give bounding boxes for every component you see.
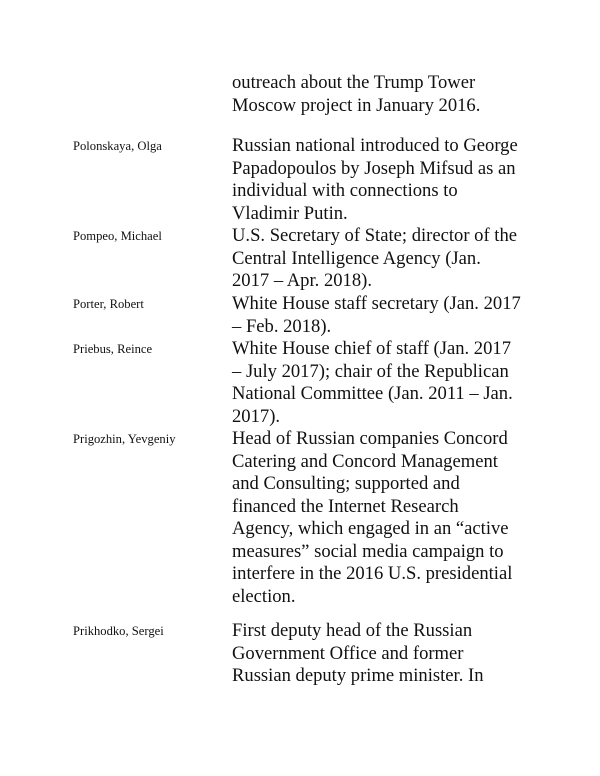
description-line: Catering and Concord Management: [232, 450, 498, 472]
description-line: individual with connections to: [232, 180, 458, 201]
description-line: White House staff secretary (Jan. 2017: [232, 293, 521, 314]
entry-name: Prikhodko, Sergei: [73, 624, 164, 638]
entry-name: Polonskaya, Olga: [73, 139, 162, 153]
description-line: Vladimir Putin.: [232, 202, 348, 224]
description-line: interfere in the 2016 U.S. presidential: [232, 563, 513, 584]
description-line: Central Intelligence Agency (Jan.: [232, 247, 481, 269]
entry-description: [232, 338, 542, 428]
description-line: White House chief of staff (Jan. 2017: [232, 338, 511, 359]
description-line: election.: [232, 585, 296, 607]
description-line: Government Office and former: [232, 642, 464, 664]
description-line: National Committee (Jan. 2011 – Jan.: [232, 383, 513, 404]
description-line: Russian national introduced to George: [232, 135, 518, 156]
entry-description: [232, 293, 542, 338]
description-line: First deputy head of the Russian: [232, 620, 473, 641]
description-line: 2017).: [232, 405, 281, 427]
description-line: outreach about the Trump Tower: [232, 72, 476, 93]
entry-name: Pompeo, Michael: [73, 229, 162, 243]
description-line: Moscow project in January 2016.: [232, 94, 481, 116]
entry-name: Porter, Robert: [73, 297, 144, 311]
entry-description: [232, 72, 542, 117]
description-line: U.S. Secretary of State; director of the: [232, 225, 518, 246]
entry-name: Prigozhin, Yevgeniy: [73, 432, 176, 446]
description-line: – Feb. 2018).: [232, 315, 332, 337]
entry-description: [232, 620, 542, 688]
description-line: 2017 – Apr. 2018).: [232, 270, 372, 291]
description-line: and Consulting; supported and: [232, 473, 460, 494]
description-line: Head of Russian companies Concord: [232, 428, 508, 449]
description-line: – July 2017); chair of the Republican: [232, 360, 509, 382]
description-line: Agency, which engaged in an “active: [232, 518, 509, 539]
description-line: Russian deputy prime minister. In: [232, 665, 484, 686]
entry-name: Priebus, Reince: [73, 342, 153, 356]
entry-description: [232, 135, 542, 225]
description-line: financed the Internet Research: [232, 495, 459, 517]
entry-description: [232, 225, 542, 293]
entry-description: [232, 428, 542, 608]
description-line: Papadopoulos by Joseph Mifsud as an: [232, 157, 516, 179]
description-line: measures” social media campaign to: [232, 540, 504, 562]
